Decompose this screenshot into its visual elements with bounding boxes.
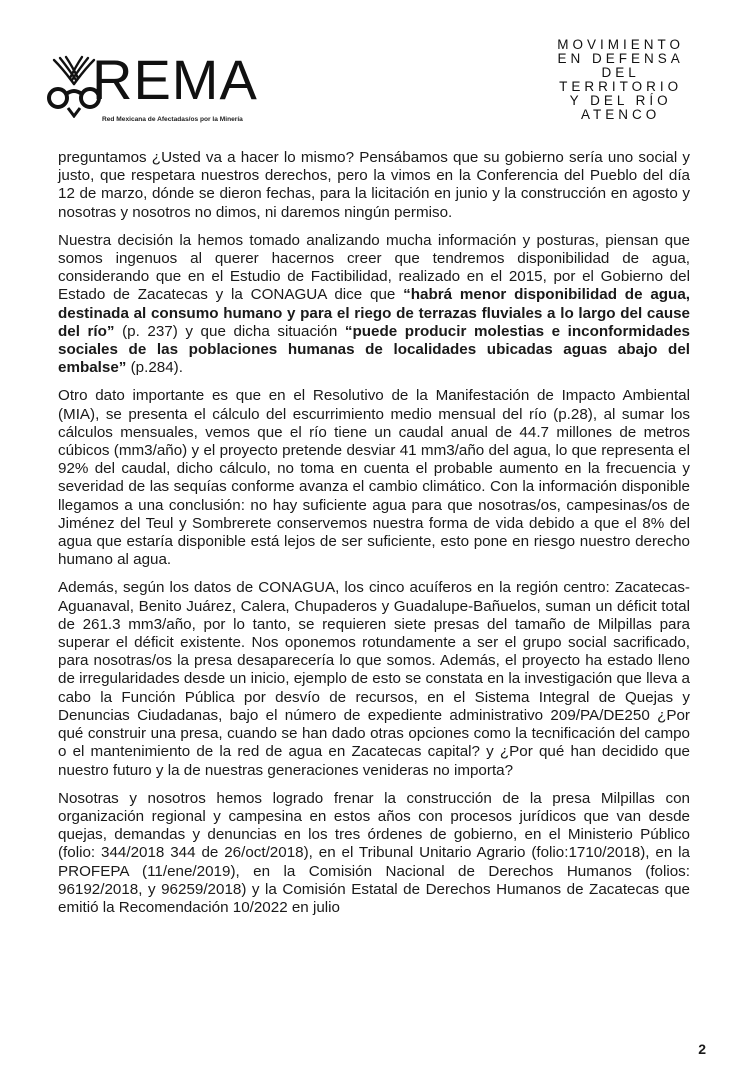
paragraph-2 [58,232,690,378]
paragraph-1: preguntamos ¿Usted va a hacer lo mismo? Pensábamos que su gobierno sería uno social y justo, que respetara nuestros derechos, pero la vimos en la Conferencia del Pueblo del día 12 de marzo, dónde se dieron fechas, para la licitación en junio y la construcción en agosto y nosotras y nosotros no dimos, ni daremos ningún permiso. [58,149,690,221]
letter-body [58,149,690,927]
paragraph-4: Además, según los datos de CONAGUA, los cinco acuíferos en la región centro: Zacatecas-Aguanaval, Benito Juárez, Calera, Chupaderos y Guadalupe-Bañuelos, suman un déficit total de 261.3 mm3/año, por lo tanto, se requieren siete presas del tamaño de Milpillas para superar el déficit existente. Nos oponemos rotundamente a ser el grupo social sacrificado, para nosotras/os la presa desaparecería lo que somos. Además, el proyecto ha estado lleno de irregularidades desde un inicio, ejemplo de esto se constata en la investigación que lleva a cabo la Función Pública por desvío de recursos, en el Sistema Integral de Quejas y Denuncias Ciudadanas, bajo el número de expediente administrativo 209/PA/DE250 ¿Por qué construir una presa, cuando se han dado otras opciones como la tecnificación del campo o el mantenimiento de la red de agua en Zacatecas capital? y ¿Por qué han decidido que nuestro futuro y la de nuestras generaciones venideras no importa? [58,579,690,779]
paragraph-2-text: Nuestra decisión la hemos tomado analizando mucha información y posturas, piensan que somos ingenuos al querer hacernos creer que tendremos disponibilidad de agua, considerando que en el Estudio de Factibilidad, realizado en el 2015, por el Gobierno del Estado de Zacatecas y la CONAGUA dice que [58,231,690,304]
page-number: 2 [698,1041,706,1057]
quote-factibilidad-1: “habrá menor disponibilidad de agua, destinada al consumo humano y para el riego de terrazas fluviales a lo largo del cause del río” [58,286,690,340]
paragraph-5: Nosotras y nosotros hemos logrado frenar la construcción de la presa Milpillas con organización regional y campesina en estos años con procesos jurídicos que van desde quejas, demandas y denuncias en los tres órdenes de gobierno, en el Ministerio Público (folio: 344/2018 344 de 26/oct/2018), en el Tribunal Unitario Agrario (folio:1710/2018), en la PROFEPA (11/ene/2019), en la Comisión Nacional de Derechos Humanos (folios: 96192/2018, y 96259/2018) y la Comisión Estatal de Derechos Humanos de Zacatecas que emitió la Recomendación 10/2022 en julio [58,789,690,916]
quote-factibilidad-2: “puede producir molestias e inconformidades sociales de las poblaciones humanas de localidades ubicadas aguas abajo del embalse” [58,322,690,377]
org-line: Y DEL RÍO [569,93,672,108]
org-line: EN DEFENSA [557,51,684,66]
logo-wordmark: REMA [92,48,258,111]
org-line: TERRITORIO [559,79,683,94]
org-line: DEL [601,65,640,80]
org-line: MOVIMIENTO [557,37,684,52]
paragraph-2-text: (p.284). [126,359,183,377]
org-line: ATENCO [580,107,661,122]
paragraph-3: Otro dato importante es que en el Resolutivo de la Manifestación de Impacto Ambiental (MIA), se presenta el cálculo del escurrimiento medio mensual del río (p.28), al sumar los cálculos mensuales, vemos que el río tiene un caudal anual de 44.7 millones de metros cúbicos (mm3/año) y el proyecto pretende desviar 41 mm3/año del agua, lo que representa el 92% del caudal, dicho cálculo, no toma en cuenta el probable aumento en la frecuencia y severidad de las sequías conforme avanza el cambio climático. Con la información disponible llegamos a una conclusión: no hay suficiente agua para que nosotras/os, campesinas/os de Jiménez del Teul y Sombrerete conservemos nuestra forma de vida debido a que el 8% del agua que estaría disponible está lejos de ser suficiente, esto pone en riesgo nuestro derecho humano al agua. [58,387,690,569]
logo-subtitle: Red Mexicana de Afectadas/os por la Minería [102,116,243,123]
organization-name [557,38,684,122]
rema-logo [46,50,306,140]
paragraph-2-text: (p. 237) y que dicha situación [114,322,345,340]
